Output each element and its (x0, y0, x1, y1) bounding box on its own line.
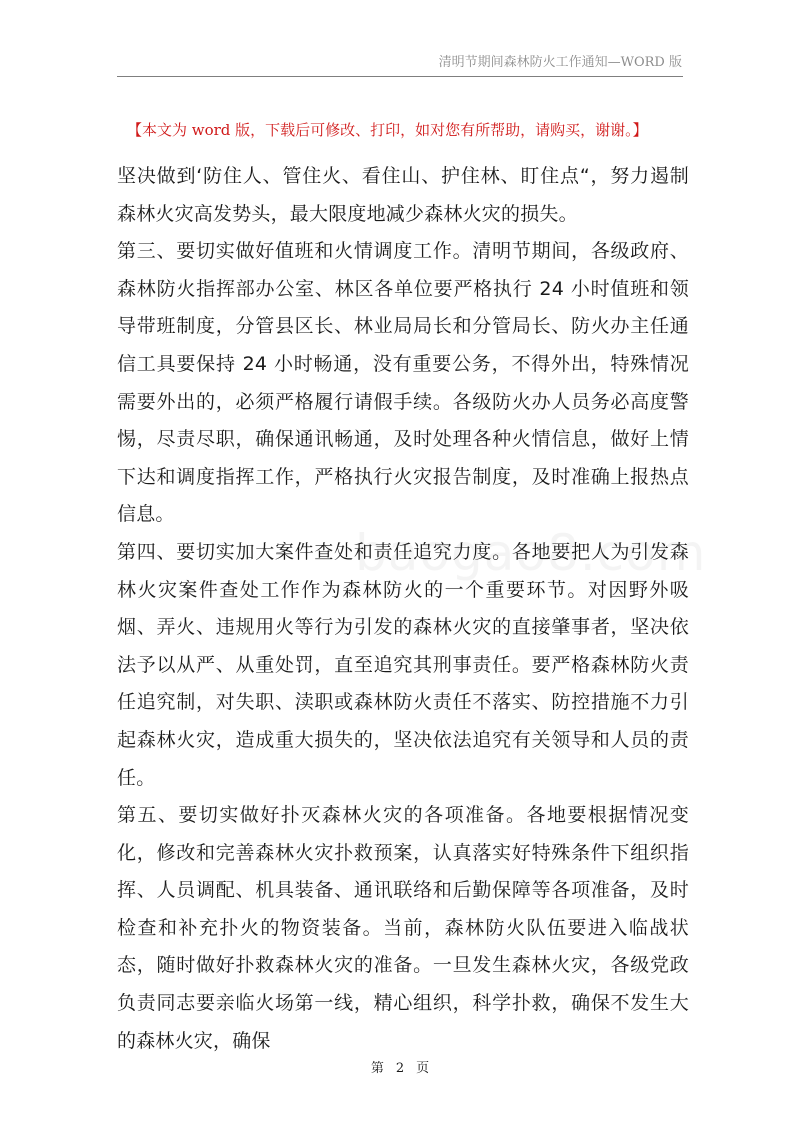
document-body (117, 158, 689, 1060)
page-number: 2 (395, 1061, 405, 1076)
header-title: 清明节期间森林防火工作通知—WORD 版 (438, 55, 682, 70)
body-paragraph: 坚决做到‘防住人、管住火、看住山、护住林、盯住点“，努力遏制森林火灾高发势头，最大限度地减少森林火灾的损失。 (117, 165, 689, 225)
page-label-suffix: 页 (416, 1061, 430, 1076)
page-label-prefix: 第 (370, 1061, 384, 1076)
purchase-notice: 【本文为 word 版，下载后可修改、打印，如对您有所帮助，请购买，谢谢。】 (127, 121, 648, 139)
header-divider (117, 76, 683, 77)
page-footer (0, 1057, 800, 1076)
body-paragraph: 第三、要切实做好值班和火情调度工作。清明节期间，各级政府、森林防火指挥部办公室、林区各单位要严格执行 24 小时值班和领导带班制度，分管县区长、林业局局长和分管局长、防火办主任通信工具要保持 24 小时畅通，没有重要公务，不得外出，特殊情况需要外出的，必须严格履行请假手续。各级防火办人员务必高度警惕，尽责尽职，确保通讯畅通，及时处理各种火情信息，做好上情下达和调度指挥工作，严格执行火灾报告制度，及时准确上报热点信息。 (117, 240, 689, 526)
body-paragraph: 第五、要切实做好扑灭森林火灾的各项准备。各地要根据情况变化，修改和完善森林火灾扑救预案，认真落实好特殊条件下组织指挥、人员调配、机具装备、通讯联络和后勤保障等各项准备，及时检查和补充扑火的物资装备。当前，森林防火队伍要进入临战状态，随时做好扑救森林火灾的准备。一旦发生森林火灾，各级党政负责同志要亲临火场第一线，精心组织，科学扑救，确保不发生大的森林火灾，确保 (117, 804, 689, 1052)
body-paragraph: 第四、要切实加大案件查处和责任追究力度。各地要把人为引发森林火灾案件查处工作作为森林防火的一个重要环节。对因野外吸烟、弄火、违规用火等行为引发的森林火灾的直接肇事者，坚决依法予以从严、从重处罚，直至追究其刑事责任。要严格森林防火责任追究制，对失职、渎职或森林防火责任不落实、防控措施不力引起森林火灾，造成重大损失的，坚决依法追究有关领导和人员的责任。 (117, 540, 689, 789)
